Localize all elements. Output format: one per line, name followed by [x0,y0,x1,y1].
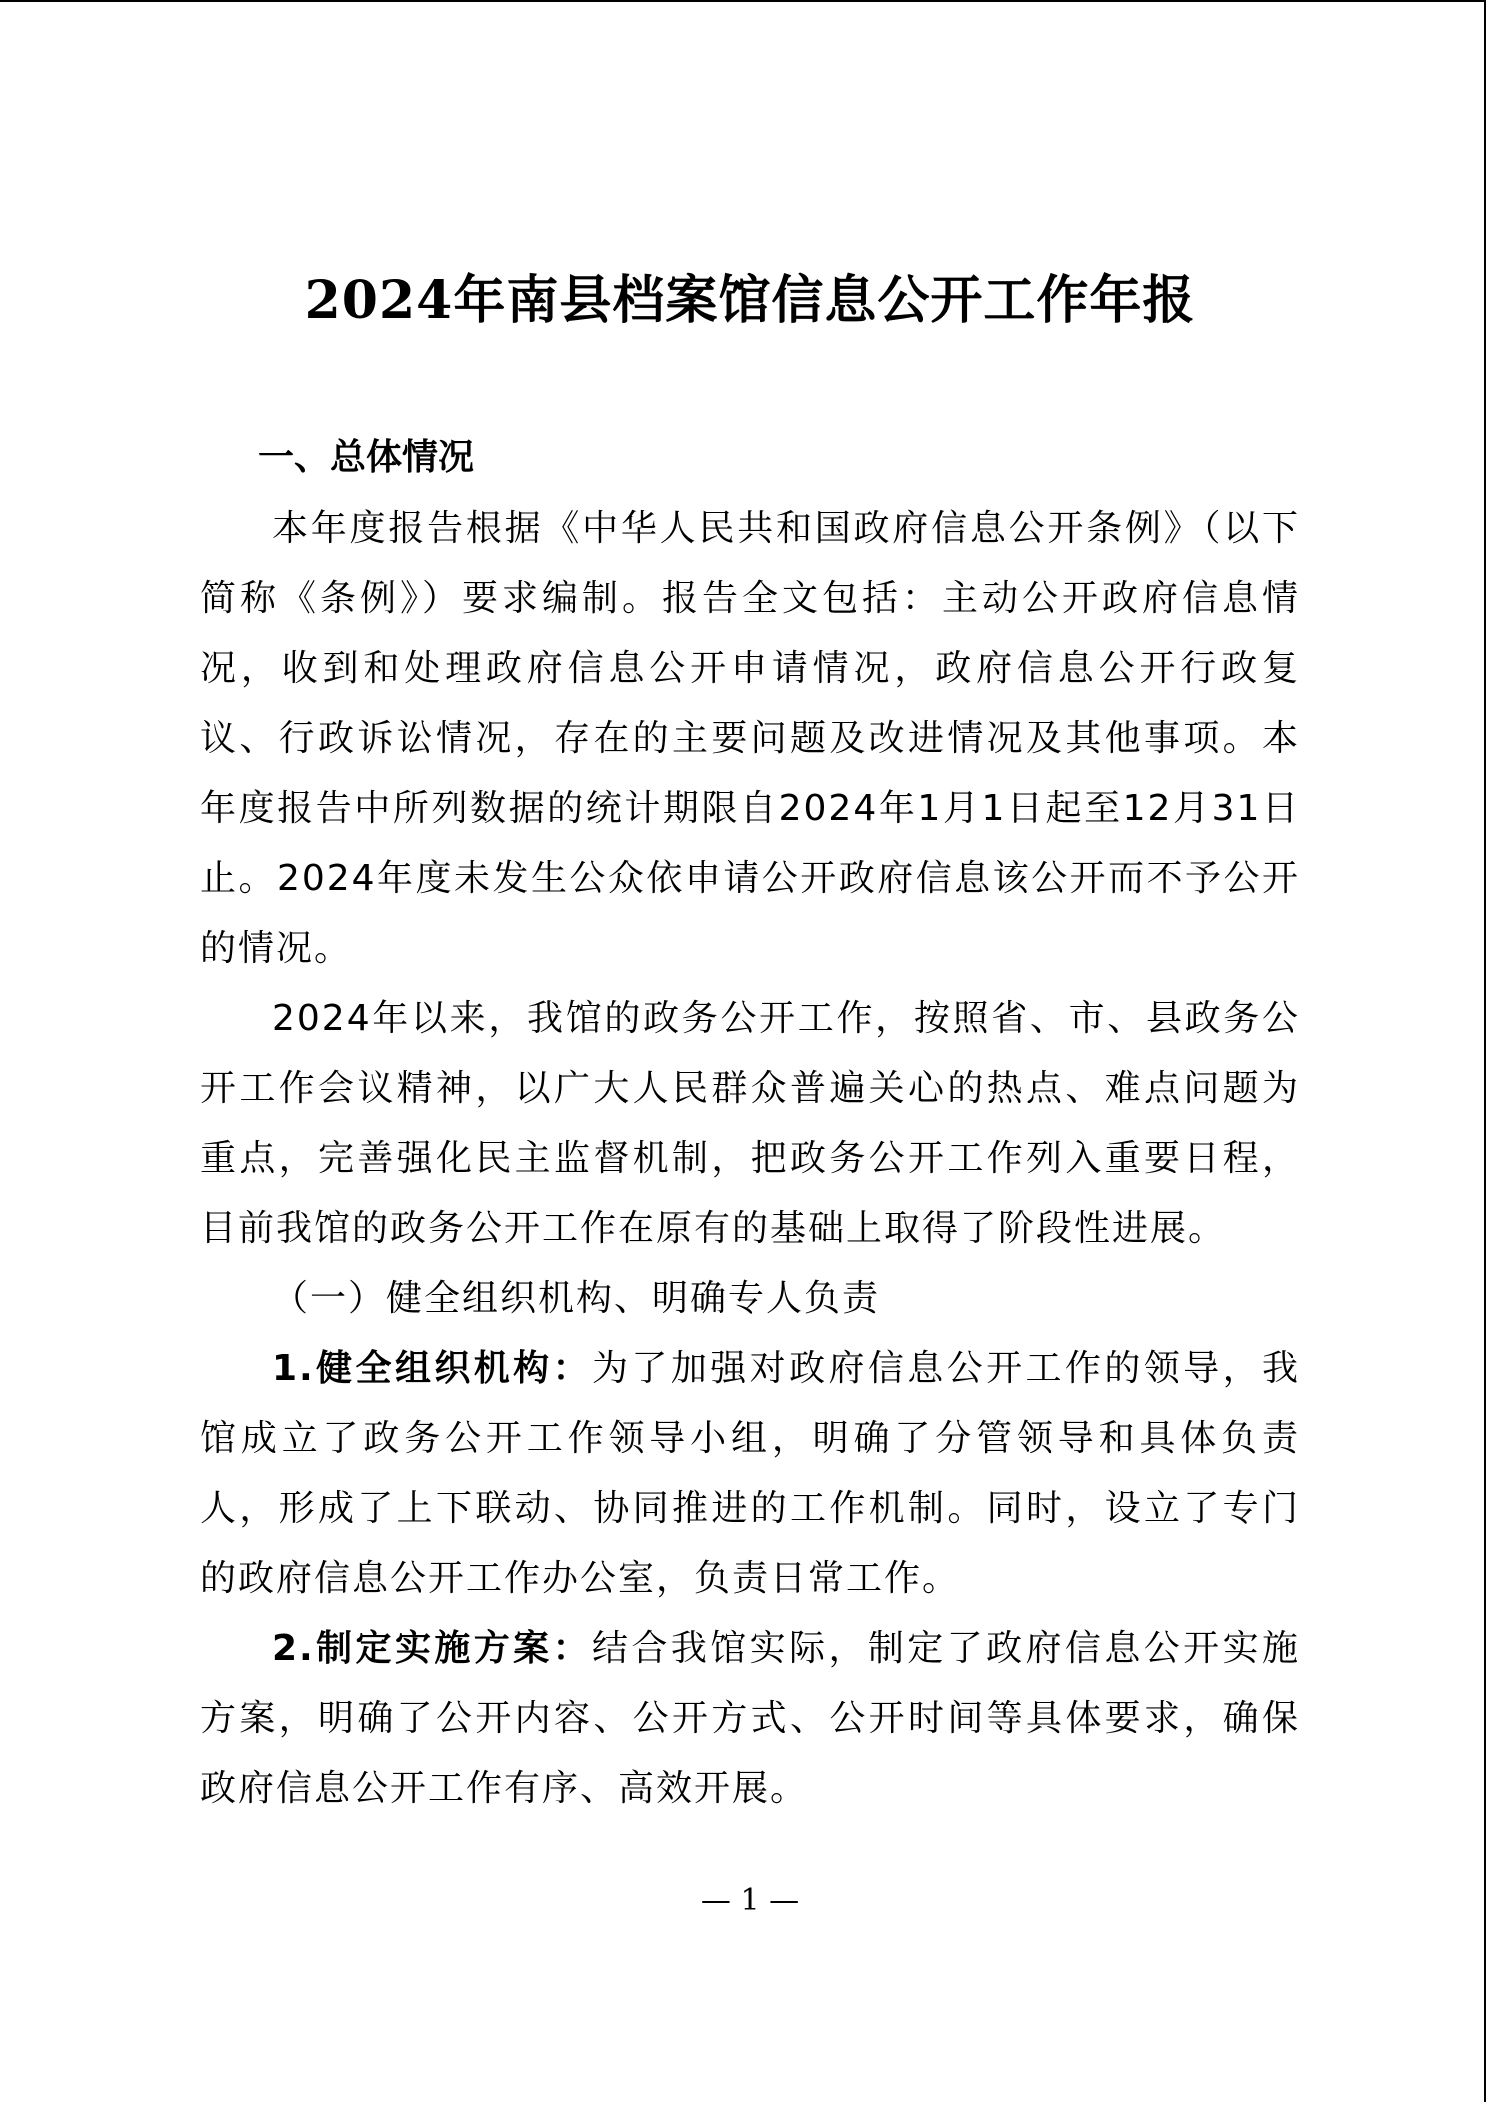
document-title: 2024年南县档案馆信息公开工作年报 [304,270,1196,331]
page-number: — 1 — [700,1883,800,1918]
paragraph-progress: 2024年以来，我馆的政务公开工作，按照省、市、县政务公开工作会议精神，以广大人民群众普遍关心的热点、难点问题为重点，完善强化民主监督机制，把政务公开工作列入重要日程，目前我馆的政务公开工作在原有的基础上取得了阶段性进展。 [200,998,1300,1249]
item-organization-lead: 1.健全组织机构： [272,1348,593,1389]
item-organization [200,1334,1300,1614]
paragraph-report-basis: 本年度报告根据《中华人民共和国政府信息公开条例》（以下简称《条例》）要求编制。报告全文包括：主动公开政府信息情况，收到和处理政府信息公开申请情况，政府信息公开行政复议、行政诉讼情况，存在的主要问题及改进情况及其他事项。本年度报告中所列数据的统计期限自2024年1月1日起至12月31日止。2024年度未发生公众依申请公开政府信息该公开而不予公开的情况。 [200,508,1300,969]
item-implementation-lead: 2.制定实施方案： [272,1628,593,1669]
item-implementation-plan [200,1614,1300,1824]
item-implementation-text: 结合我馆实际，制定了政府信息公开实施方案，明确了公开内容、公开方式、公开时间等具体要求，确保政府信息公开工作有序、高效开展。 [200,1628,1300,1809]
item-organization-text: 为了加强对政府信息公开工作的领导，我馆成立了政务公开工作领导小组，明确了分管领导和具体负责人，形成了上下联动、协同推进的工作机制。同时，设立了专门的政府信息公开工作办公室，负责日常工作。 [200,1348,1300,1599]
section-heading-overview: 一、总体情况 [258,437,475,478]
subsection-heading-organization: （一）健全组织机构、明确专人负责 [272,1278,881,1319]
